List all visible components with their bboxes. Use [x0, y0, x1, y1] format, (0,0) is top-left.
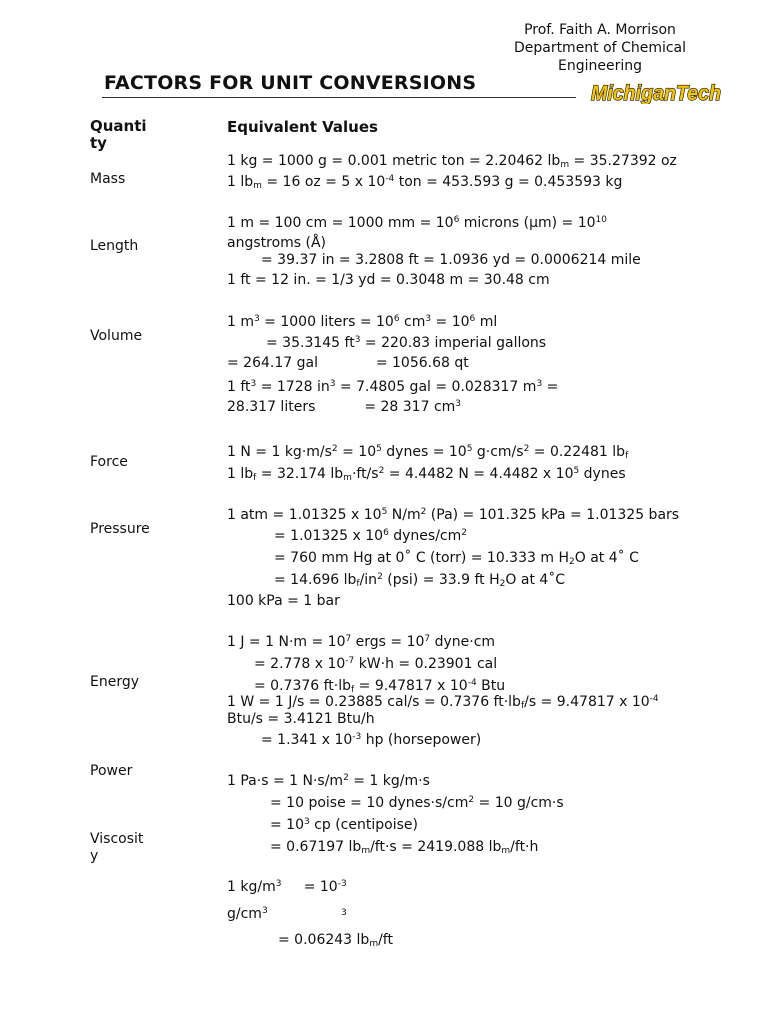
- force-line-1: 1 N = 1 $kg\cdot m/s^2 = 10^5$ dynes = $10^5$ $g\cdot cm/s^2 = 0.22481$ $lb_f$: [227, 444, 629, 461]
- mass-line-1: 1 kg = 1000 g = 0.001 metric ton = 2.20462 $lb_m = 35.27392$ oz: [227, 153, 677, 170]
- michigan-tech-logo: [590, 80, 722, 104]
- quantity-mass: Mass: [90, 171, 126, 187]
- density-superscript: 3: [341, 908, 347, 918]
- quantity-power: Power: [90, 763, 133, 779]
- quantity-volume: Volume: [90, 328, 143, 344]
- quantity-force: Force: [90, 454, 128, 470]
- energy-line-2: = 2.778 x $10^{-7}$ kW·h = 0.23901 cal: [254, 656, 498, 672]
- mass-line-2: 1 $lb_m = 16$ oz = 5 x $10^{-4}$ ton = 453.593 g = 0.453593 kg: [227, 174, 623, 191]
- viscosity-line-3: = $10^3$ cp (centipoise): [270, 817, 418, 833]
- force-line-2: 1 $lb_f = 32.174$ $lb_m\cdot ft/s^2 = 4.4482$ N = 4.4482 x $10^5$ dynes: [227, 466, 626, 483]
- density-line-2: $g/cm^3$: [227, 906, 268, 922]
- pressure-line-1: 1 atm = 1.01325 x $10^5$ $N/m^2$ (Pa) = 101.325 kPa = 1.01325 bars: [227, 507, 680, 523]
- page-title: FACTORS FOR UNIT CONVERSIONS: [104, 72, 477, 94]
- quantity-length: Length: [90, 238, 139, 254]
- pressure-line-3: = 760 mm Hg at 0˚ C (torr) = 10.333 m $H_2O$ at 4˚ C: [274, 550, 639, 567]
- author-block: [480, 21, 720, 75]
- volume-line-5: 28.317 liters = 28 317 $cm^3$: [227, 399, 462, 415]
- density-line-3: = 0.06243 $lb_m/ft$: [278, 932, 393, 949]
- pressure-line-4: = 14.696 $lb_f/in^2$ (psi) = 33.9 ft $H_2O$ at 4˚C: [274, 572, 566, 589]
- length-line-2: angstroms (Å): [227, 235, 327, 251]
- energy-line-1: 1 J = 1 $N\cdot m = 10^7$ ergs = $10^7$ dyne·cm: [227, 634, 496, 650]
- volume-line-2: = 35.3145 $ft^3 = 220.83$ imperial gallons: [266, 335, 547, 351]
- pressure-line-2: = 1.01325 x $10^6$ dynes/$cm^2$: [274, 528, 468, 544]
- length-line-1: 1 m = 100 cm = 1000 mm = $10^6$ microns $(\mu m) = 10^{10}$: [227, 215, 607, 231]
- viscosity-line-1: 1 Pa·s = 1 $N\cdot s/m^2 = 1$ kg/m·s: [227, 773, 430, 789]
- power-line-2: Btu/s = 3.4121 Btu/h: [227, 711, 375, 727]
- author-name: Prof. Faith A. Morrison: [524, 22, 676, 38]
- power-line-3: = 1.341 x $10^{-3}$ hp (horsepower): [261, 732, 482, 748]
- quantity-energy: Energy: [90, 674, 140, 690]
- quantity-viscosity: Viscosity: [90, 831, 144, 864]
- volume-line-4: 1 $ft^3 = 1728$ $in^3 = 7.4805$ gal = 0.028317 $m^3$ =: [227, 379, 559, 395]
- power-line-1: 1 W = 1 J/s = 0.23885 cal/s = 0.7376 $ft\cdot lb_f/s = 9.47817$ x $10^{-4}$: [227, 694, 659, 711]
- volume-line-1: 1 $m^3 = 1000$ liters = $10^6$ $cm^3 = 10^6$ ml: [227, 314, 498, 330]
- logo-text: MichiganTech: [591, 82, 721, 104]
- pressure-line-5: 100 kPa = 1 bar: [227, 593, 340, 609]
- energy-line-3: = 0.7376 $ft\cdot lb_f = 9.47817$ x $10^{-4}$ Btu: [254, 678, 506, 695]
- length-line-3: = 39.37 in = 3.2808 ft = 1.0936 yd = 0.0006214 mile: [261, 252, 641, 268]
- length-line-4: 1 ft = 12 in. = 1/3 yd = 0.3048 m = 30.48 cm: [227, 272, 550, 288]
- quantity-pressure: Pressure: [90, 521, 150, 537]
- density-line-1: 1 $kg/m^3$ = $10^{-3}$: [227, 879, 347, 895]
- viscosity-line-2: = 10 poise = 10 $dynes\cdot s/cm^2 = 10$ g/cm·s: [270, 795, 564, 811]
- author-department: Department of Chemical: [513, 40, 687, 56]
- values-column-header: Equivalent Values: [227, 118, 378, 136]
- volume-line-3: = 264.17 gal = 1056.68 qt: [227, 355, 469, 371]
- title-underline: [102, 97, 576, 98]
- author-department-cont: Engineering: [558, 58, 642, 74]
- quantity-column-header: Quantity: [90, 117, 147, 152]
- viscosity-line-4: = 0.67197 $lb_m/ft\cdot s = 2419.088$ $lb_m/ft\cdot h$: [270, 839, 539, 856]
